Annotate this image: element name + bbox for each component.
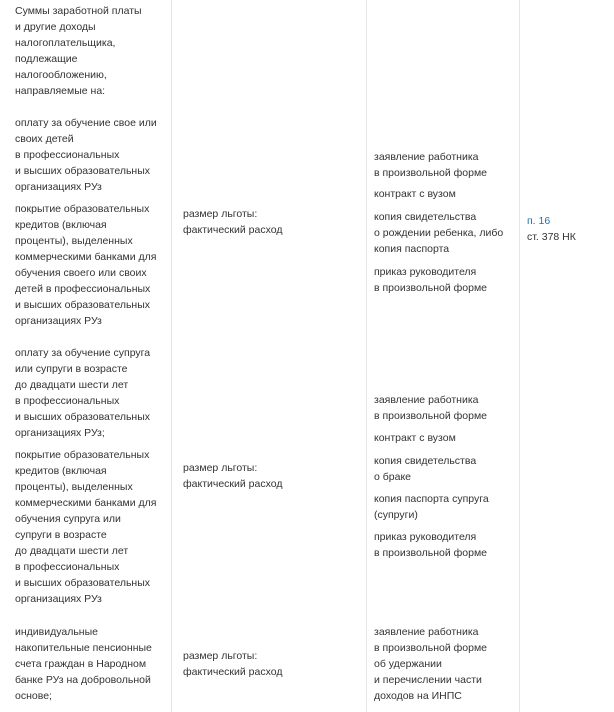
text-line: подлежащие — [15, 53, 78, 65]
doc-manager-order-1 — [374, 264, 487, 296]
text-line: о рождении ребенка, либо — [374, 227, 504, 239]
text-line: контракт с вузом — [374, 432, 456, 444]
text-line: контракт с вузом — [374, 188, 456, 200]
text-line: и другие доходы — [15, 21, 96, 33]
text-line: в профессиональных — [15, 149, 120, 161]
text-line: проценты), выделенных — [15, 235, 133, 247]
text-line: Суммы заработной платы — [15, 5, 142, 17]
text-line: коммерческими банками для — [15, 251, 157, 263]
benefit-size-2 — [183, 460, 282, 492]
legal-reference — [527, 213, 576, 245]
legal-reference-article: ст. 378 НК — [527, 231, 576, 243]
item-pension-accounts — [15, 624, 152, 704]
column-divider-1 — [171, 0, 172, 712]
text-line: счета граждан в Народном — [15, 658, 147, 670]
text-line: в произвольной форме — [374, 167, 488, 179]
column-divider-3 — [519, 0, 520, 712]
text-line: организациях РУз; — [15, 427, 105, 439]
text-line: или супруги в возрасте — [15, 363, 128, 375]
text-line: и высших образовательных — [15, 577, 151, 589]
text-line: обучения супруга или — [15, 513, 121, 525]
item-spouse-credit — [15, 447, 156, 607]
text-line: покрытие образовательных — [15, 203, 150, 215]
doc-employee-statement-2 — [374, 392, 487, 424]
text-line: оплату за обучение свое или — [15, 117, 157, 129]
text-line: до двадцати шести лет — [15, 545, 129, 557]
text-line: размер льготы: — [183, 650, 258, 662]
doc-contract-1 — [374, 186, 456, 202]
text-line: банке РУз на добровольной — [15, 674, 151, 686]
benefit-size-1 — [183, 206, 282, 238]
text-line: заявление работника — [374, 626, 479, 638]
doc-marriage-certificate-copy — [374, 453, 476, 485]
text-line: до двадцати шести лет — [15, 379, 129, 391]
text-line: накопительные пенсионные — [15, 642, 152, 654]
text-line: кредитов (включая — [15, 465, 107, 477]
text-line: фактический расход — [183, 666, 283, 678]
text-line: фактический расход — [183, 478, 283, 490]
text-line: покрытие образовательных — [15, 449, 150, 461]
text-line: об удержании — [374, 658, 442, 670]
text-line: в произвольной форме — [374, 642, 488, 654]
text-line: проценты), выделенных — [15, 481, 133, 493]
text-line: налогоплательщика, — [15, 37, 116, 49]
doc-manager-order-2 — [374, 529, 487, 561]
text-line: (супруги) — [374, 509, 418, 521]
doc-birth-certificate-copy — [374, 209, 503, 257]
text-line: и перечислении части — [374, 674, 482, 686]
text-line: организациях РУз — [15, 315, 102, 327]
doc-employee-statement-3 — [374, 624, 487, 704]
text-line: заявление работника — [374, 151, 479, 163]
benefit-size-3 — [183, 648, 282, 680]
text-line: приказ руководителя — [374, 531, 477, 543]
text-line: организациях РУз — [15, 593, 102, 605]
income-header — [15, 3, 142, 99]
text-line: размер льготы: — [183, 462, 258, 474]
text-line: коммерческими банками для — [15, 497, 157, 509]
text-line: кредитов (включая — [15, 219, 107, 231]
text-line: супруги в возрасте — [15, 529, 107, 541]
text-line: детей в профессиональных — [15, 283, 151, 295]
text-line: и высших образовательных — [15, 299, 151, 311]
doc-employee-statement-1 — [374, 149, 487, 181]
text-line: налогообложению, — [15, 69, 107, 81]
text-line: основе; — [15, 690, 52, 702]
text-line: о браке — [374, 471, 412, 483]
doc-spouse-passport-copy — [374, 491, 489, 523]
text-line: индивидуальные — [15, 626, 98, 638]
text-line: в произвольной форме — [374, 410, 488, 422]
text-line: копия паспорта супруга — [374, 493, 489, 505]
text-line: в профессиональных — [15, 561, 120, 573]
text-line: копия свидетельства — [374, 455, 477, 467]
text-line: фактический расход — [183, 224, 283, 236]
text-line: и высших образовательных — [15, 165, 151, 177]
doc-contract-2 — [374, 430, 456, 446]
text-line: размер льготы: — [183, 208, 258, 220]
text-line: своих детей — [15, 133, 74, 145]
text-line: копия паспорта — [374, 243, 450, 255]
text-line: и высших образовательных — [15, 411, 151, 423]
text-line: направляемые на: — [15, 85, 106, 97]
text-line: доходов на ИНПС — [374, 690, 462, 702]
item-children-education — [15, 115, 157, 195]
text-line: в произвольной форме — [374, 282, 488, 294]
legal-reference-link[interactable]: п. 16 — [527, 215, 551, 227]
text-line: оплату за обучение супруга — [15, 347, 151, 359]
column-divider-2 — [366, 0, 367, 712]
text-line: организациях РУз — [15, 181, 102, 193]
text-line: в профессиональных — [15, 395, 120, 407]
text-line: заявление работника — [374, 394, 479, 406]
text-line: копия свидетельства — [374, 211, 477, 223]
item-spouse-education — [15, 345, 150, 441]
text-line: обучения своего или своих — [15, 267, 147, 279]
item-children-credit — [15, 201, 156, 329]
text-line: приказ руководителя — [374, 266, 477, 278]
text-line: в произвольной форме — [374, 547, 488, 559]
